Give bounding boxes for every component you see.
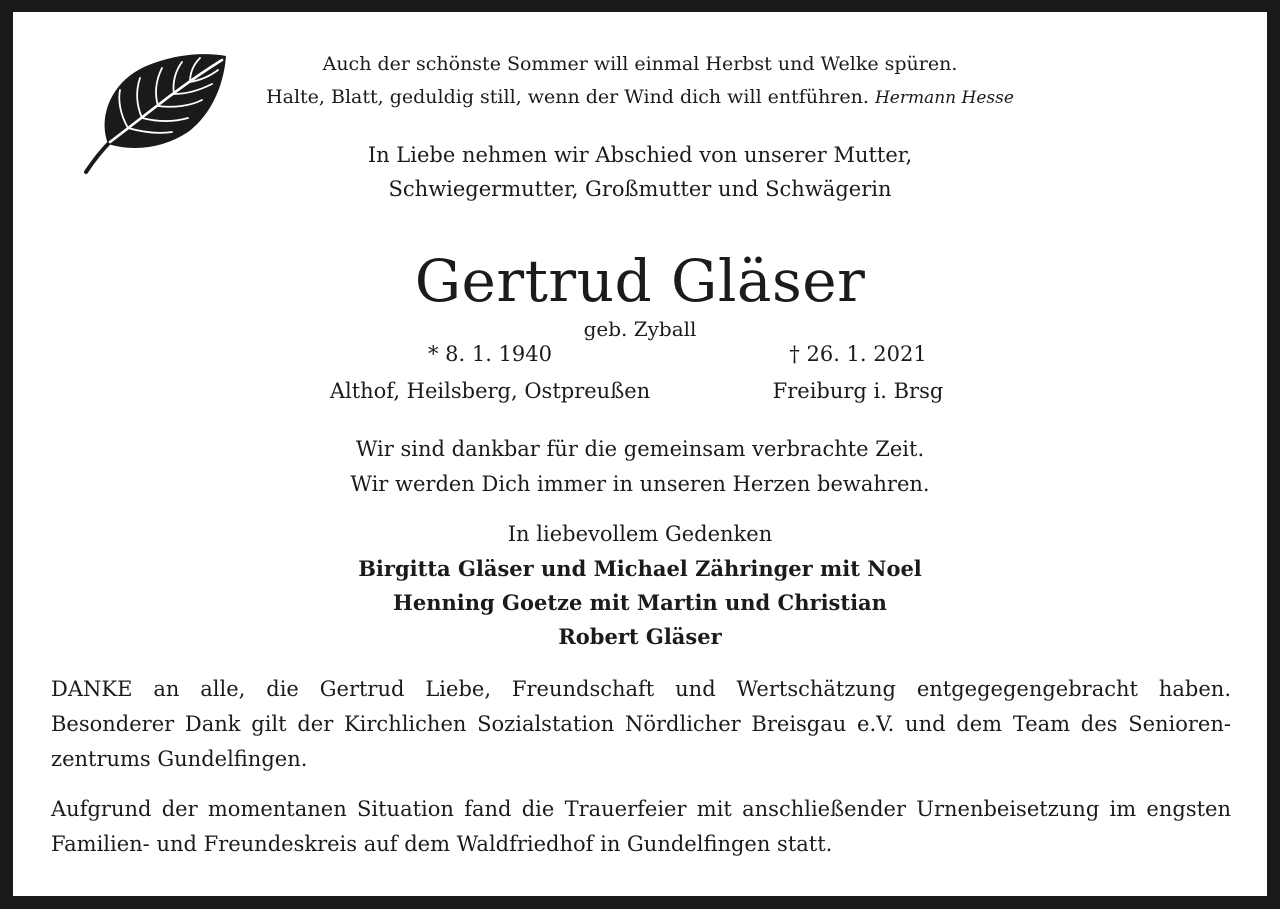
birth-name: geb. Zyball [583, 317, 697, 341]
thanks-line-2: Wir werden Dich immer in unseren Herzen bewahren. [350, 472, 930, 496]
intro-line-2: Schwiegermutter, Großmutter und Schwägerin [388, 177, 892, 201]
mourners-heading: In liebevollem Gedenken [507, 522, 773, 546]
closing-line: zentrums Gundelfingen. [51, 747, 308, 771]
birth-date: * 8. 1. 1940 [427, 342, 553, 366]
poem-line-1: Auch der schönste Sommer will einmal Herbst und Welke spüren. [322, 53, 958, 75]
death-place: Freiburg i. Brsg [772, 379, 944, 403]
closing-paragraph-1 [51, 672, 1231, 777]
poem-author: Hermann Hesse [874, 88, 1014, 108]
closing-paragraph-2 [51, 792, 1231, 862]
mourner-name: Birgitta Gläser und Michael Zähringer mit Noel [358, 556, 922, 581]
mourner-name: Robert Gläser [558, 624, 722, 649]
poem-line-2: Halte, Blatt, geduldig still, wenn der Wind dich will entführen. [266, 86, 869, 108]
intro-line-1: In Liebe nehmen wir Abschied von unserer Mutter, [367, 143, 913, 167]
closing-line: Besonderer Dank gilt der Kirchlichen Sozialstation Nördlicher Breisgau e.V. und dem Team des Senioren- [51, 712, 1231, 736]
death-date: † 26. 1. 2021 [789, 342, 927, 366]
mourner-name: Henning Goetze mit Martin und Christian [393, 590, 887, 615]
closing-line: Familien- und Freundeskreis auf dem Waldfriedhof in Gundelfingen statt. [51, 832, 833, 856]
poem-line-2-wrapper [0, 86, 1280, 108]
deceased-name: Gertrud Gläser [414, 247, 866, 315]
closing-line: Aufgrund der momentanen Situation fand die Trauerfeier mit anschließender Urnenbeisetzung im engsten [51, 797, 1231, 821]
thanks-line-1: Wir sind dankbar für die gemeinsam verbrachte Zeit. [355, 437, 925, 461]
closing-line: DANKE an alle, die Gertrud Liebe, Freundschaft und Wertschätzung entgegegengebracht haben. [51, 677, 1231, 701]
birth-place: Althof, Heilsberg, Ostpreußen [329, 379, 651, 403]
